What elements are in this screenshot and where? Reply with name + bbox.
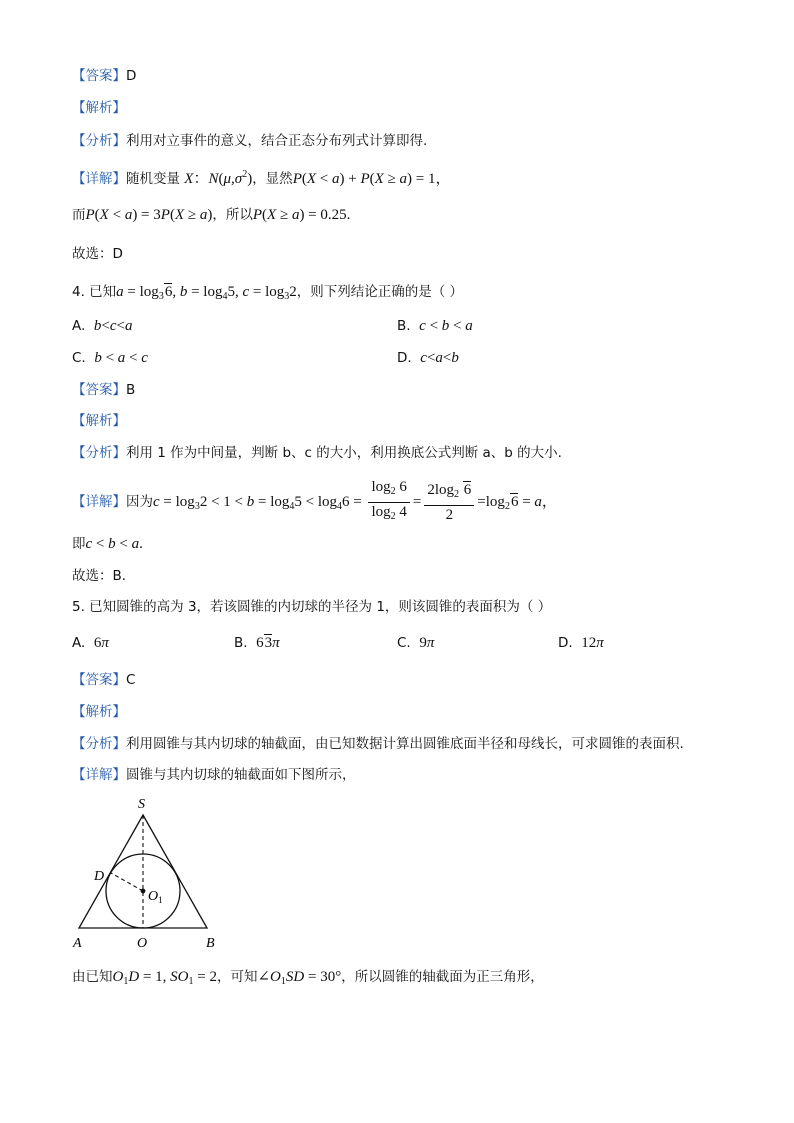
q4-option-c-letter: C. xyxy=(72,350,86,366)
q3-fenxi-line xyxy=(72,131,427,151)
q4-fraction-2: $\frac{2\log_2 6}{2}$ xyxy=(424,481,474,524)
q4-option-c: C. b < a < c xyxy=(72,350,148,366)
q4-therefore-line: 即c < b < a. xyxy=(72,536,143,552)
q3-line2: 而P(X < a) = 3P(X ≥ a)，所以P(X ≥ a) = 0.25. xyxy=(72,207,351,223)
q4-option-d-letter: D. xyxy=(397,350,412,366)
q5-option-c: C. 9π xyxy=(397,635,435,651)
q4-option-b: B. c < b < a xyxy=(397,318,473,334)
q4-formula-chain: c xyxy=(153,494,160,510)
q5-last-prefix: 由已知 xyxy=(72,969,113,985)
q4-option-d: D. c<a<b xyxy=(397,350,459,366)
q5-option-b: B. 63π xyxy=(234,635,280,651)
q4-fraction-1: $\frac{\log_2 6}{\log_2 4}$ xyxy=(368,478,409,526)
q5-last-suffix: ，所以圆锥的轴截面为正三角形， xyxy=(341,969,544,985)
q3-formula-ratio: P xyxy=(85,207,95,223)
q5-answer-value: C xyxy=(126,672,136,688)
cone-section-figure xyxy=(60,790,230,955)
q3-detail-prefix: 随机变量 xyxy=(126,171,180,187)
xiangjie-tag: 【详解】 xyxy=(72,767,126,783)
q4-answer-value: B xyxy=(126,382,136,398)
answer-tag: 【答案】 xyxy=(72,68,126,84)
q5-fenxi-line xyxy=(72,734,684,754)
q5-option-a-letter: A. xyxy=(72,635,86,651)
q5-last-mid: ，可知 xyxy=(216,969,258,985)
q3-formula-result: P xyxy=(252,207,263,223)
q3-answer-line xyxy=(72,66,136,86)
q3-formula-sum: P xyxy=(292,171,302,187)
q4-option-a-letter: A. xyxy=(72,318,86,334)
q4-answer-line xyxy=(72,380,135,400)
q4-detail-prefix: 因为 xyxy=(126,494,153,510)
q4-stem-prefix: 4. 已知 xyxy=(72,284,117,300)
xiangjie-tag: 【详解】 xyxy=(72,171,126,187)
q4-option-a: A. b<c<a xyxy=(72,318,133,334)
fenxi-tag: 【分析】 xyxy=(72,445,126,461)
q3-analysis-tag-line xyxy=(72,98,126,118)
q4-stem-suffix: ，则下列结论正确的是（ ） xyxy=(296,284,464,300)
q4-conclusion: 故选：B． xyxy=(72,568,136,584)
q3-answer-value: D xyxy=(126,68,137,84)
q3-line2-prefix: 而 xyxy=(72,207,86,223)
q5-stem: 5. 已知圆锥的高为 3，若该圆锥的内切球的半径为 1，则该圆锥的表面积为（ ） xyxy=(72,599,552,615)
label-b: B xyxy=(206,936,215,951)
q5-fenxi-text: 利用圆锥与其内切球的轴截面，由已知数据计算出圆锥底面半径和母线长，可求圆锥的表面积. xyxy=(126,736,684,752)
q4-fenxi-line xyxy=(72,443,562,463)
label-o: O xyxy=(137,936,148,951)
q3-fenxi-text: 利用对立事件的意义，结合正态分布列式计算即得. xyxy=(126,133,428,149)
q3-formula-distribution: X xyxy=(184,171,194,187)
q5-last-line: 由已知$O_1D = 1$, $SO_1 = 2$，可知$\angle O_1SD = 30^\circ$，所以圆锥的轴截面为正三角形， xyxy=(72,969,544,987)
q3-detail-line: 【详解】随机变量 X：$N(\mu,\sigma^2)$，显然P(X < a) + P(X ≥ a) = 1， xyxy=(72,169,451,187)
q3-detail-mid: ，显然 xyxy=(252,171,293,187)
answer-tag: 【答案】 xyxy=(72,672,126,688)
q3-conclusion: 故选：D xyxy=(72,246,123,262)
q4-therefore-prefix: 即 xyxy=(72,536,86,552)
q5-option-d-letter: D. xyxy=(558,635,573,651)
q4-stem: 4. 已知$a = \log_36$, $b = \log_45$, $c = \log_32$，则下列结论正确的是（ ） xyxy=(72,284,464,302)
q4-formula-definitions: a xyxy=(116,284,124,300)
center-o1-dot xyxy=(141,889,146,894)
label-a: A xyxy=(73,936,82,951)
q5-option-c-letter: C. xyxy=(397,635,411,651)
q5-detail-text: 圆锥与其内切球的轴截面如下图所示， xyxy=(126,767,356,783)
radius-o1d xyxy=(111,873,143,891)
q5-option-d: D. 12π xyxy=(558,635,604,651)
analysis-tag: 【解析】 xyxy=(72,100,126,116)
q5-analysis-tag-line xyxy=(72,702,126,722)
q5-detail-line xyxy=(72,765,356,785)
q4-analysis-tag-line xyxy=(72,411,126,431)
q4-fenxi-text: 利用 1 作为中间量，判断 b、c 的大小，利用换底公式判断 a、b 的大小. xyxy=(126,445,562,461)
label-d: D xyxy=(94,869,105,884)
fenxi-tag: 【分析】 xyxy=(72,133,126,149)
q5-option-a: A. 6π xyxy=(72,635,109,651)
fenxi-tag: 【分析】 xyxy=(72,736,126,752)
q5-answer-line xyxy=(72,670,135,690)
label-s: S xyxy=(138,797,145,812)
q3-line2-mid: ，所以 xyxy=(212,207,253,223)
analysis-tag: 【解析】 xyxy=(72,413,126,429)
q5-option-b-letter: B. xyxy=(234,635,248,651)
analysis-tag: 【解析】 xyxy=(72,704,126,720)
answer-tag: 【答案】 xyxy=(72,382,126,398)
q4-option-b-letter: B. xyxy=(397,318,411,334)
xiangjie-tag: 【详解】 xyxy=(72,494,126,510)
q4-detail-line: 【详解】因为$c = \log_32 < 1 < b = \log_45 < \log_46$ = $\frac{\log_2 6}{\log_2 4}$ = $\frac{2\log_2 6}{2}$ $=\log_26 = a$， xyxy=(72,478,557,527)
label-o1: $O_1$ xyxy=(148,889,163,905)
